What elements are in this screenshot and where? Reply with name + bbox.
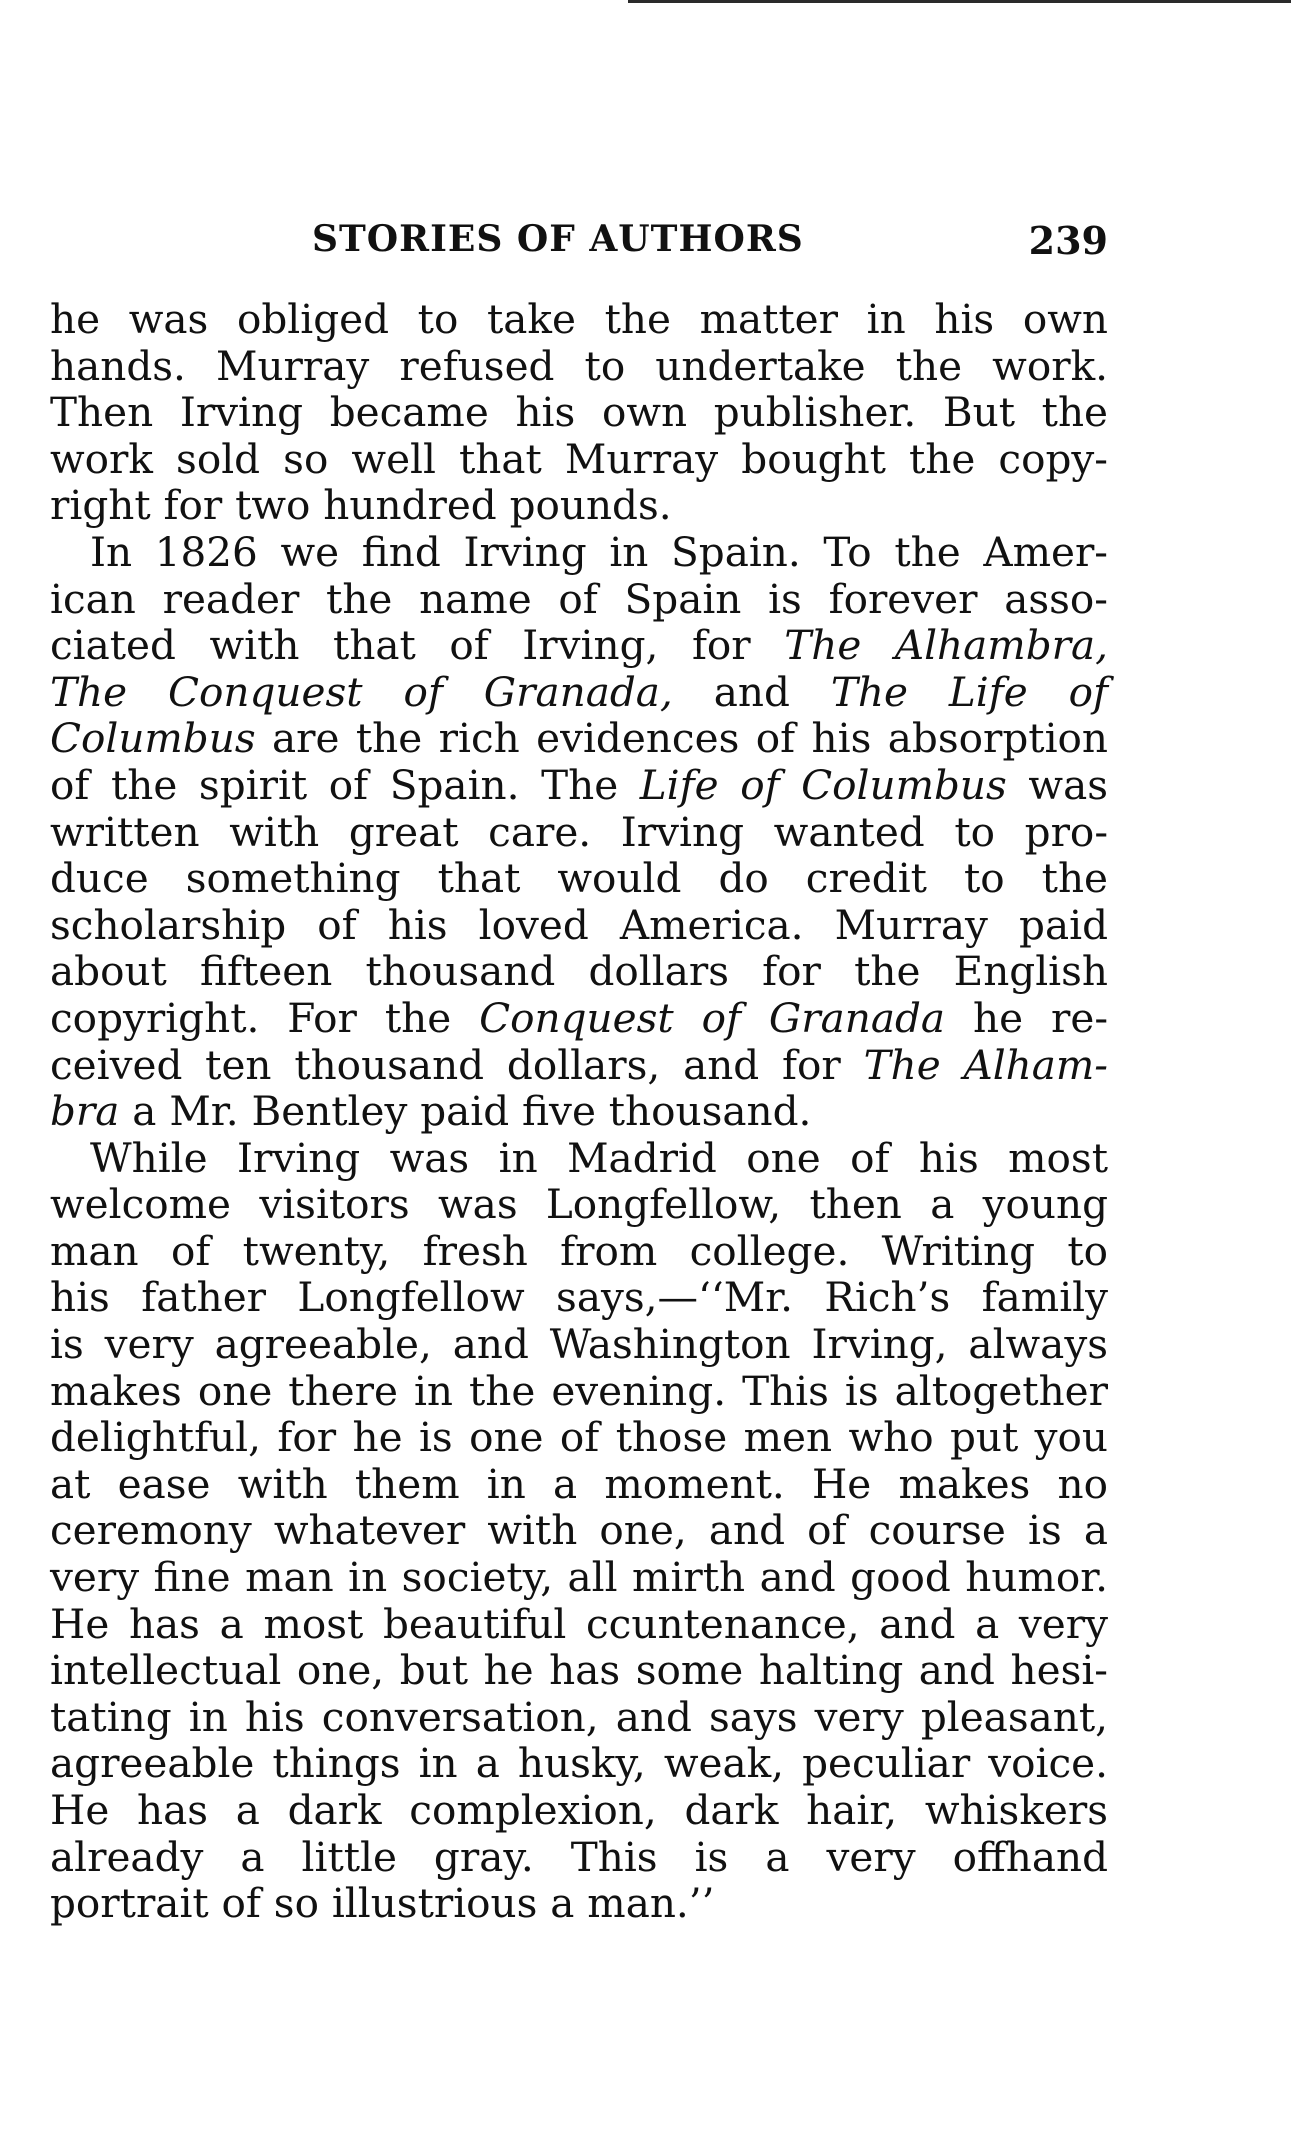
text-segment: copyright. For the xyxy=(50,993,480,1042)
text-segment: a Mr. Bentley paid five thousand. xyxy=(119,1087,812,1136)
text-line xyxy=(50,1880,1108,1927)
text-line xyxy=(50,762,1108,809)
text-line xyxy=(50,1414,1108,1461)
text-line xyxy=(50,389,1108,436)
text-line xyxy=(50,669,1108,716)
text-segment: very fine man in society, all mirth and good humor. xyxy=(50,1553,1108,1602)
text-line xyxy=(50,343,1108,390)
text-segment: ican reader the name of Spain is forever asso- xyxy=(50,574,1108,623)
text-line xyxy=(50,1088,1108,1135)
italic-title-text: Columbus xyxy=(50,714,256,763)
text-segment: ceremony whatever with one, and of course is a xyxy=(50,1506,1108,1555)
text-line xyxy=(50,1647,1108,1694)
text-line xyxy=(50,948,1108,995)
text-line xyxy=(50,436,1108,483)
text-segment: welcome visitors was Longfellow, then a young xyxy=(50,1180,1108,1229)
italic-title-text: Conquest of Granada xyxy=(479,993,946,1042)
text-line xyxy=(50,1787,1108,1834)
text-line xyxy=(50,1135,1108,1182)
text-segment: delightful, for he is one of those men who put you xyxy=(50,1413,1108,1462)
italic-title-text: bra xyxy=(50,1087,120,1136)
text-line xyxy=(50,995,1108,1042)
text-line xyxy=(50,1181,1108,1228)
text-segment: he re- xyxy=(945,993,1109,1042)
text-line xyxy=(50,1834,1108,1881)
text-line xyxy=(50,1601,1108,1648)
text-segment: already a little gray. This is a very offhand xyxy=(50,1832,1108,1881)
text-line xyxy=(50,809,1108,856)
text-line xyxy=(50,296,1108,343)
page-number: 239 xyxy=(1028,218,1108,263)
italic-title-text: The Alham- xyxy=(863,1040,1108,1089)
text-line xyxy=(50,1274,1108,1321)
text-line xyxy=(50,1740,1108,1787)
italic-title-text: The Alhambra, xyxy=(784,621,1108,670)
text-segment: He has a most beautiful ccuntenance, and a very xyxy=(50,1599,1108,1648)
italic-title-text: Life of Columbus xyxy=(639,760,1007,809)
text-line xyxy=(50,1694,1108,1741)
text-segment: While Irving was in Madrid one of his most xyxy=(90,1133,1108,1182)
text-segment: In 1826 we find Irving in Spain. To the Amer- xyxy=(90,527,1108,576)
text-segment: He has a dark complexion, dark hair, whiskers xyxy=(50,1786,1108,1834)
text-segment: was xyxy=(1006,760,1109,809)
text-segment: he was obliged to take the matter in his own xyxy=(50,295,1108,343)
text-segment: and xyxy=(672,667,831,716)
text-line xyxy=(50,529,1108,576)
text-segment: right for two hundred pounds. xyxy=(50,481,672,530)
top-edge-rule xyxy=(628,0,1291,3)
text-segment: ciated with that of Irving, for xyxy=(50,621,785,670)
text-segment: ceived ten thousand dollars, and for xyxy=(50,1040,864,1089)
text-line xyxy=(50,855,1108,902)
text-segment: of the spirit of Spain. The xyxy=(50,760,640,809)
italic-title-text: The Life of xyxy=(830,667,1108,716)
text-line xyxy=(50,1507,1108,1554)
text-line xyxy=(50,1461,1108,1508)
text-line xyxy=(50,1042,1108,1089)
text-segment: intellectual one, but he has some halting and hesi- xyxy=(50,1646,1108,1695)
text-line xyxy=(50,715,1108,762)
text-segment: about fifteen thousand dollars for the English xyxy=(50,947,1108,996)
text-segment: written with great care. Irving wanted to pro- xyxy=(50,807,1108,856)
page-header xyxy=(50,218,1108,274)
text-line xyxy=(50,1321,1108,1368)
text-segment: his father Longfellow says,—‘‘Mr. Rich’s family xyxy=(50,1273,1108,1322)
text-segment: tating in his conversation, and says very pleasant, xyxy=(50,1692,1108,1741)
text-segment: hands. Murray refused to undertake the work. xyxy=(50,341,1108,390)
text-line xyxy=(50,1554,1108,1601)
text-segment: duce something that would do credit to the xyxy=(50,854,1108,903)
text-segment: work sold so well that Murray bought the copy- xyxy=(50,434,1108,483)
text-segment: Then Irving became his own publisher. But the xyxy=(50,388,1108,437)
italic-title-text: The Conquest of Granada, xyxy=(50,667,673,716)
text-line xyxy=(50,1368,1108,1415)
body-text xyxy=(50,296,1108,1927)
text-segment: agreeable things in a husky, weak, peculiar voice. xyxy=(50,1739,1108,1788)
text-line xyxy=(50,902,1108,949)
text-line xyxy=(50,1228,1108,1275)
text-line xyxy=(50,482,1108,529)
text-segment: scholarship of his loved America. Murray paid xyxy=(50,900,1108,949)
running-head: STORIES OF AUTHORS xyxy=(312,218,804,260)
text-segment: portrait of so illustrious a man.’’ xyxy=(50,1879,715,1928)
text-segment: man of twenty, fresh from college. Writing to xyxy=(50,1226,1108,1275)
text-segment: at ease with them in a moment. He makes no xyxy=(50,1459,1108,1508)
text-line xyxy=(50,622,1108,669)
text-segment: is very agreeable, and Washington Irving, always xyxy=(50,1320,1108,1369)
text-line xyxy=(50,576,1108,623)
text-segment: are the rich evidences of his absorption xyxy=(255,714,1108,763)
text-segment: makes one there in the evening. This is altogether xyxy=(50,1366,1108,1415)
